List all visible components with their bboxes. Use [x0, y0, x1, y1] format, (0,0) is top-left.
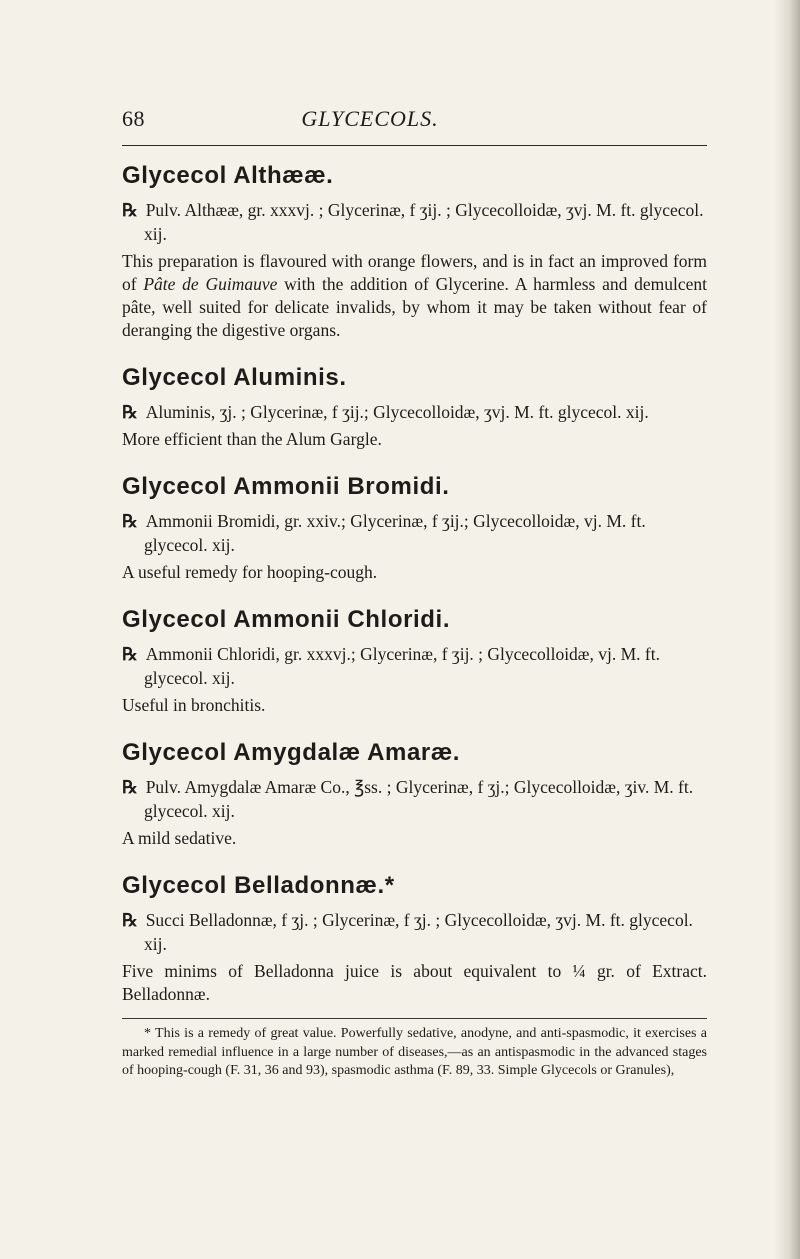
- note-text: This preparation is flavoured with orange flowers, and is in fact an improved form of: [122, 251, 707, 294]
- entry-glycecol-amygdalae-amarae: [122, 737, 707, 850]
- entry-note: A useful remedy for hooping-cough.: [122, 562, 378, 582]
- entry-recipe: [122, 775, 707, 823]
- entry-title: Glycecol Aluminis.: [122, 364, 347, 391]
- recipe-text: Succi Belladonnæ, f ʒj. ; Glycerinæ, f ʒj. ; Glycecolloidæ, ʒvj. M. ft. glycecol. xij.: [144, 910, 693, 954]
- page-edge-shadow: [774, 0, 800, 1259]
- footnote-rule: [122, 1018, 707, 1019]
- page-content: [122, 160, 707, 1081]
- running-title: GLYCECOLS.: [301, 106, 439, 131]
- entry-glycecol-aluminis: [122, 362, 707, 451]
- rx-symbol: ℞: [122, 402, 138, 422]
- entry-note: A mild sedative.: [122, 828, 237, 848]
- entry-glycecol-ammonii-bromidi: [122, 471, 707, 584]
- entry-note: Five minims of Belladonna juice is about equivalent to ¼ gr. of Extract. Belladonnæ.: [122, 961, 707, 1004]
- rx-symbol: ℞: [122, 910, 138, 930]
- footnote: * This is a remedy of great value. Powerfully sedative, anodyne, and anti-spasmodic, it exercises a marked remedial influence in a large number of diseases,—as an antispasmodic in the advanced stages of hooping-cough (F. 31, 36 and 93), spasmodic asthma (F. 89, 33. Simple Glycecols or Granules),: [122, 1026, 707, 1078]
- entry-recipe: [122, 400, 707, 424]
- recipe-text: Aluminis, ʒj. ; Glycerinæ, f ʒij.; Glycecolloidæ, ʒvj. M. ft. glycecol. xij.: [145, 402, 649, 422]
- recipe-text: Pulv. Amygdalæ Amaræ Co., ℥ss. ; Glycerinæ, f ʒj.; Glycecolloidæ, ʒiv. M. ft. glycecol. xij.: [144, 777, 694, 821]
- entry-recipe: [122, 509, 707, 557]
- recipe-text: Pulv. Althææ, gr. xxxvj. ; Glycerinæ, f ʒij. ; Glycecolloidæ, ʒvj. M. ft. glycecol. xij.: [144, 200, 704, 244]
- running-head: [0, 106, 800, 134]
- entry-note: [122, 250, 707, 342]
- entry-title: Glycecol Althææ.: [122, 162, 334, 189]
- entry-title: Glycecol Ammonii Bromidi.: [122, 473, 450, 500]
- recipe-text: Ammonii Bromidi, gr. xxiv.; Glycerinæ, f ʒij.; Glycecolloidæ, vj. M. ft. glycecol. xij.: [144, 511, 646, 555]
- rx-symbol: ℞: [122, 511, 138, 531]
- entry-glycecol-belladonnae: [122, 870, 707, 1006]
- entry-note: Useful in bronchitis.: [122, 695, 266, 715]
- recipe-text: Ammonii Chloridi, gr. xxxvj.; Glycerinæ, f ʒij. ; Glycecolloidæ, vj. M. ft. glycecol. xij.: [144, 644, 660, 688]
- entry-recipe: [122, 198, 707, 246]
- entry-title: Glycecol Amygdalæ Amaræ.: [122, 739, 461, 766]
- entry-title: Glycecol Ammonii Chloridi.: [122, 606, 451, 633]
- entry-recipe: [122, 642, 707, 690]
- page-number: 68: [122, 106, 145, 131]
- note-text-continued: with the addition of Glycerine. A harmless and demulcent pâte, well suited for delicate invalids, by whom it may be taken without fear of deranging the digestive organs.: [122, 274, 708, 340]
- rx-symbol: ℞: [122, 777, 138, 797]
- entry-title: Glycecol Belladonnæ.*: [122, 872, 395, 899]
- rx-symbol: ℞: [122, 200, 138, 220]
- rx-symbol: ℞: [122, 644, 138, 664]
- entry-note: More efficient than the Alum Gargle.: [122, 429, 382, 449]
- entry-recipe: [122, 908, 707, 956]
- entry-glycecol-ammonii-chloridi: [122, 604, 707, 717]
- entry-glycecol-althaeae: [122, 160, 707, 342]
- note-italic-text: Pâte de Guimauve: [143, 274, 278, 294]
- header-rule: [122, 145, 707, 146]
